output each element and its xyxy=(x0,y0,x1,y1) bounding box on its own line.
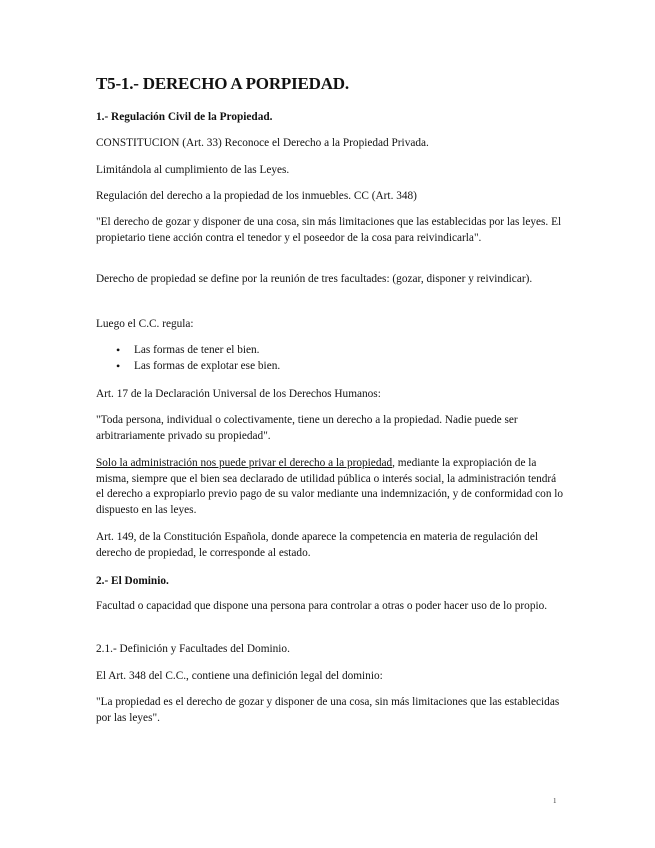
paragraph-constitucion: CONSTITUCION (Art. 33) Reconoce el Derecho a la Propiedad Privada. xyxy=(96,137,429,149)
section-heading-2: 2.- El Dominio. xyxy=(96,575,169,587)
list-item: • Las formas de tener el bien. xyxy=(96,343,564,359)
paragraph-art17: Art. 17 de la Declaración Universal de los Derechos Humanos: xyxy=(96,388,381,400)
paragraph-quote-cc: "El derecho de gozar y disponer de una cosa, sin más limitaciones que las establecidas por las leyes. El propietario tiene acción contra el tenedor y el poseedor de la cosa para reivindicarla". xyxy=(96,216,562,244)
paragraph-facultad: Facultad o capacidad que dispone una persona para controlar a otras o poder hacer uso de lo propio. xyxy=(96,600,548,612)
paragraph-art149: Art. 149, de la Constitución Española, donde aparece la competencia en materia de regulación del derecho de propiedad, le corresponde al estado. xyxy=(96,531,538,559)
section-heading-2-1: 2.1.- Definición y Facultades del Dominio. xyxy=(96,643,290,655)
list-item: • Las formas de explotar ese bien. xyxy=(96,359,564,375)
paragraph-quote-ddhh: "Toda persona, individual o colectivamente, tiene un derecho a la propiedad. Nadie puede ser arbitrariamente privado su propiedad". xyxy=(96,414,518,442)
paragraph-art348: El Art. 348 del C.C., contiene una definición legal del dominio: xyxy=(96,670,383,682)
paragraph-limitandola: Limitándola al cumplimiento de las Leyes. xyxy=(96,164,290,176)
paragraph-quote-dominio: "La propiedad es el derecho de gozar y disponer de una cosa, sin más limitaciones que las establecidas por las leyes". xyxy=(96,696,560,724)
page-number: 1 xyxy=(553,797,557,805)
bullet-list xyxy=(96,343,564,374)
underlined-text: Solo la administración nos puede privar el derecho a la propiedad xyxy=(96,457,393,469)
paragraph-regulacion-inmuebles: Regulación del derecho a la propiedad de los inmuebles. CC (Art. 348) xyxy=(96,190,417,202)
document-title: T5-1.- DERECHO A PORPIEDAD. xyxy=(96,74,349,93)
paragraph-cc-regula: Luego el C.C. regula: xyxy=(96,318,194,330)
paragraph-expropiacion xyxy=(96,456,564,518)
section-heading-1: 1.- Regulación Civil de la Propiedad. xyxy=(96,111,273,123)
paragraph-tres-facultades: Derecho de propiedad se define por la reunión de tres facultades: (gozar, disponer y reivindicar). xyxy=(96,273,533,285)
paragraph-expropiacion-rest: , mediante la expropiación de la misma, siempre que el bien sea declarado de utilidad pública o interés social, la administración tendrá el derecho a expropiarlo previo pago de su valor mediante una indemnización, y de conformidad con lo dispuesto en las leyes. xyxy=(96,457,564,516)
